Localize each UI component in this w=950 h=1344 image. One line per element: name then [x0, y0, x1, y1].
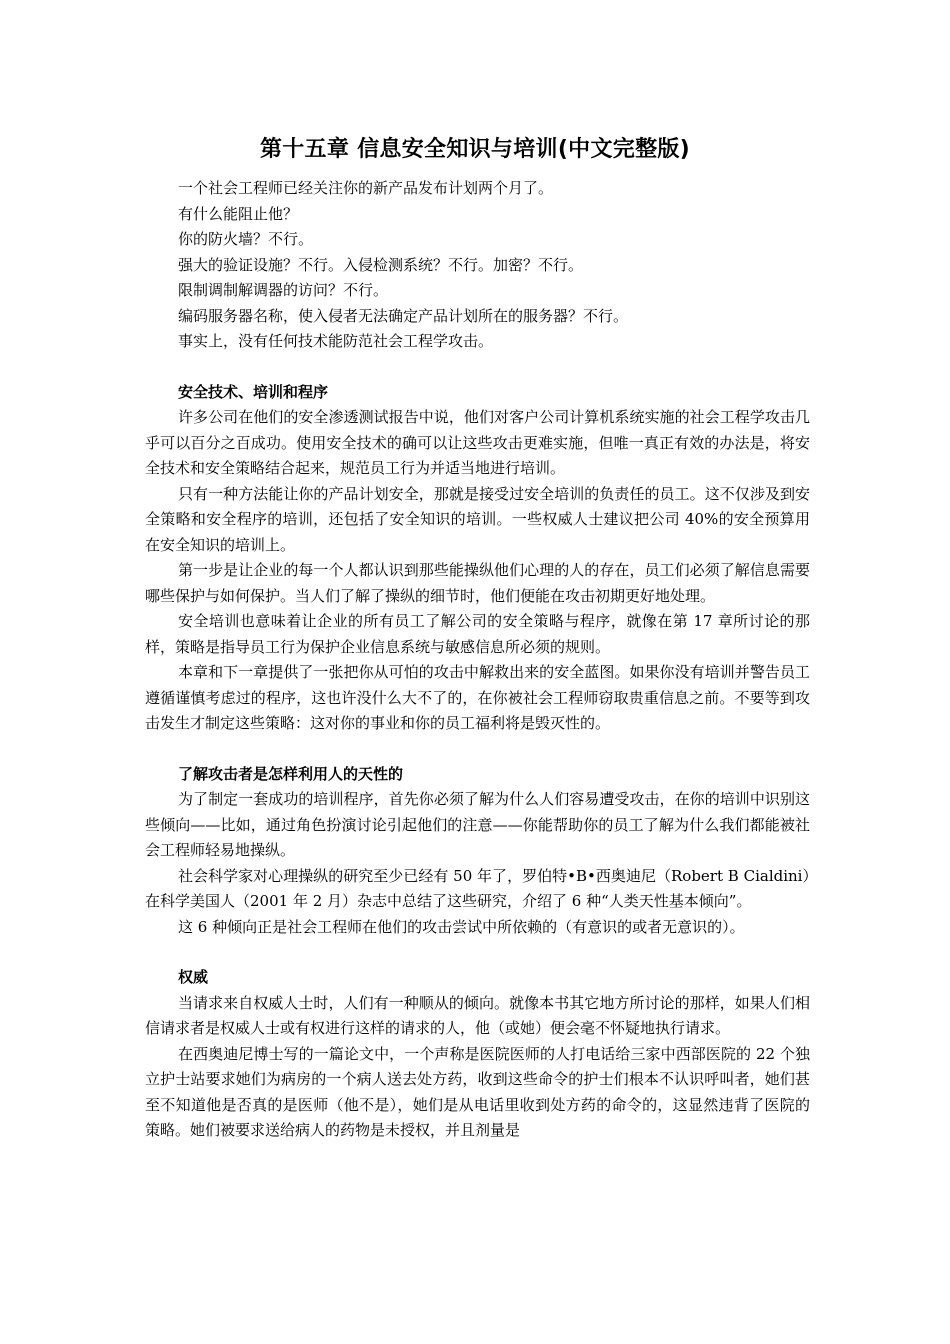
- document-body: [145, 176, 810, 1144]
- body-paragraph: 社会科学家对心理操纵的研究至少已经有 50 年了，罗伯特•B•西奥迪尼（Robert B Cialdini）在科学美国人（2001 年 2 月）杂志中总结了这些研究，介绍了 6 种“人类天性基本倾向”。: [145, 866, 810, 910]
- body-paragraph: 安全培训也意味着让企业的所有员工了解公司的安全策略与程序，就像在第 17 章所讨论的那样，策略是指导员工行为保护企业信息系统与敏感信息所必须的规则。: [145, 612, 810, 656]
- intro-line: 限制调制解调器的访问？不行。: [178, 281, 389, 299]
- body-paragraph: 本章和下一章提供了一张把你从可怕的攻击中解救出来的安全蓝图。如果你没有培训并警告员工遵循谨慎考虑过的程序，这也许没什么大不了的，在你被社会工程师窃取贵重信息之前。不要等到攻击发生才制定这些策略：这对你的事业和你的员工福利将是毁灭性的。: [145, 663, 810, 732]
- body-paragraph: 只有一种方法能让你的产品计划安全，那就是接受过安全培训的负责任的员工。这不仅涉及到安全策略和安全程序的培训，还包括了安全知识的培训。一些权威人士建议把公司 40%的安全预算用在安全知识的培训上。: [145, 484, 810, 554]
- section-heading: 安全技术、培训和程序: [178, 382, 329, 401]
- body-paragraph: 许多公司在他们的安全渗透测试报告中说，他们对客户公司计算机系统实施的社会工程学攻击几乎可以百分之百成功。使用安全技术的确可以让这些攻击更难实施，但唯一真正有效的办法是，将安全技术和安全策略结合起来，规范员工行为并适当地进行培训。: [145, 408, 810, 477]
- intro-line: 强大的验证设施？不行。入侵检测系统？不行。加密？不行。: [178, 255, 584, 274]
- body-paragraph: 在西奥迪尼博士写的一篇论文中，一个声称是医院医师的人打电话给三家中西部医院的 22 个独立护士站要求她们为病房的一个病人送去处方药，收到这些命令的护士们根本不认识呼叫者，她们甚至不知道他是否真的是医师（他不是），她们是从电话里收到处方药的命令的，这显然违背了医院的策略。她们被要求送给病人的药物是未授权，并且剂量是: [145, 1044, 810, 1139]
- section-heading: 权威: [178, 968, 209, 986]
- body-paragraph: 这 6 种倾向正是社会工程师在他们的攻击尝试中所依赖的（有意识的或者无意识的）。: [178, 917, 745, 936]
- chapter-title: 第十五章 信息安全知识与培训(中文完整版): [259, 137, 691, 162]
- body-paragraph: 第一步是让企业的每一个人都认识到那些能操纵他们心理的人的存在，员工们必须了解信息需要哪些保护与如何保护。当人们了解了操纵的细节时，他们便能在攻击初期更好地处理。: [145, 561, 810, 605]
- section-spacer: [145, 355, 810, 380]
- intro-line: 一个社会工程师已经关注你的新产品发布计划两个月了。: [178, 179, 554, 197]
- body-paragraph: 为了制定一套成功的培训程序，首先你必须了解为什么人们容易遭受攻击，在你的培训中识别这些倾向——比如，通过角色扮演讨论引起他们的注意——你能帮助你的员工了解为什么我们都能被社会工程师轻易地操纵。: [145, 790, 810, 859]
- intro-line: 你的防火墙？不行。: [178, 230, 314, 248]
- body-paragraph: 当请求来自权威人士时，人们有一种顺从的倾向。就像本书其它地方所讨论的那样，如果人们相信请求者是权威人士或有权进行这样的请求的人，他（或她）便会毫不怀疑地执行请求。: [145, 993, 810, 1037]
- section-heading: 了解攻击者是怎样利用人的天性的: [178, 764, 404, 783]
- intro-line: 编码服务器名称，使入侵者无法确定产品计划所在的服务器？不行。: [178, 306, 629, 325]
- intro-line: 有什么能阻止他？: [178, 204, 299, 223]
- section-spacer: [145, 737, 810, 762]
- section-spacer: [145, 940, 810, 965]
- intro-line: 事实上，没有任何技术能防范社会工程学攻击。: [178, 332, 494, 350]
